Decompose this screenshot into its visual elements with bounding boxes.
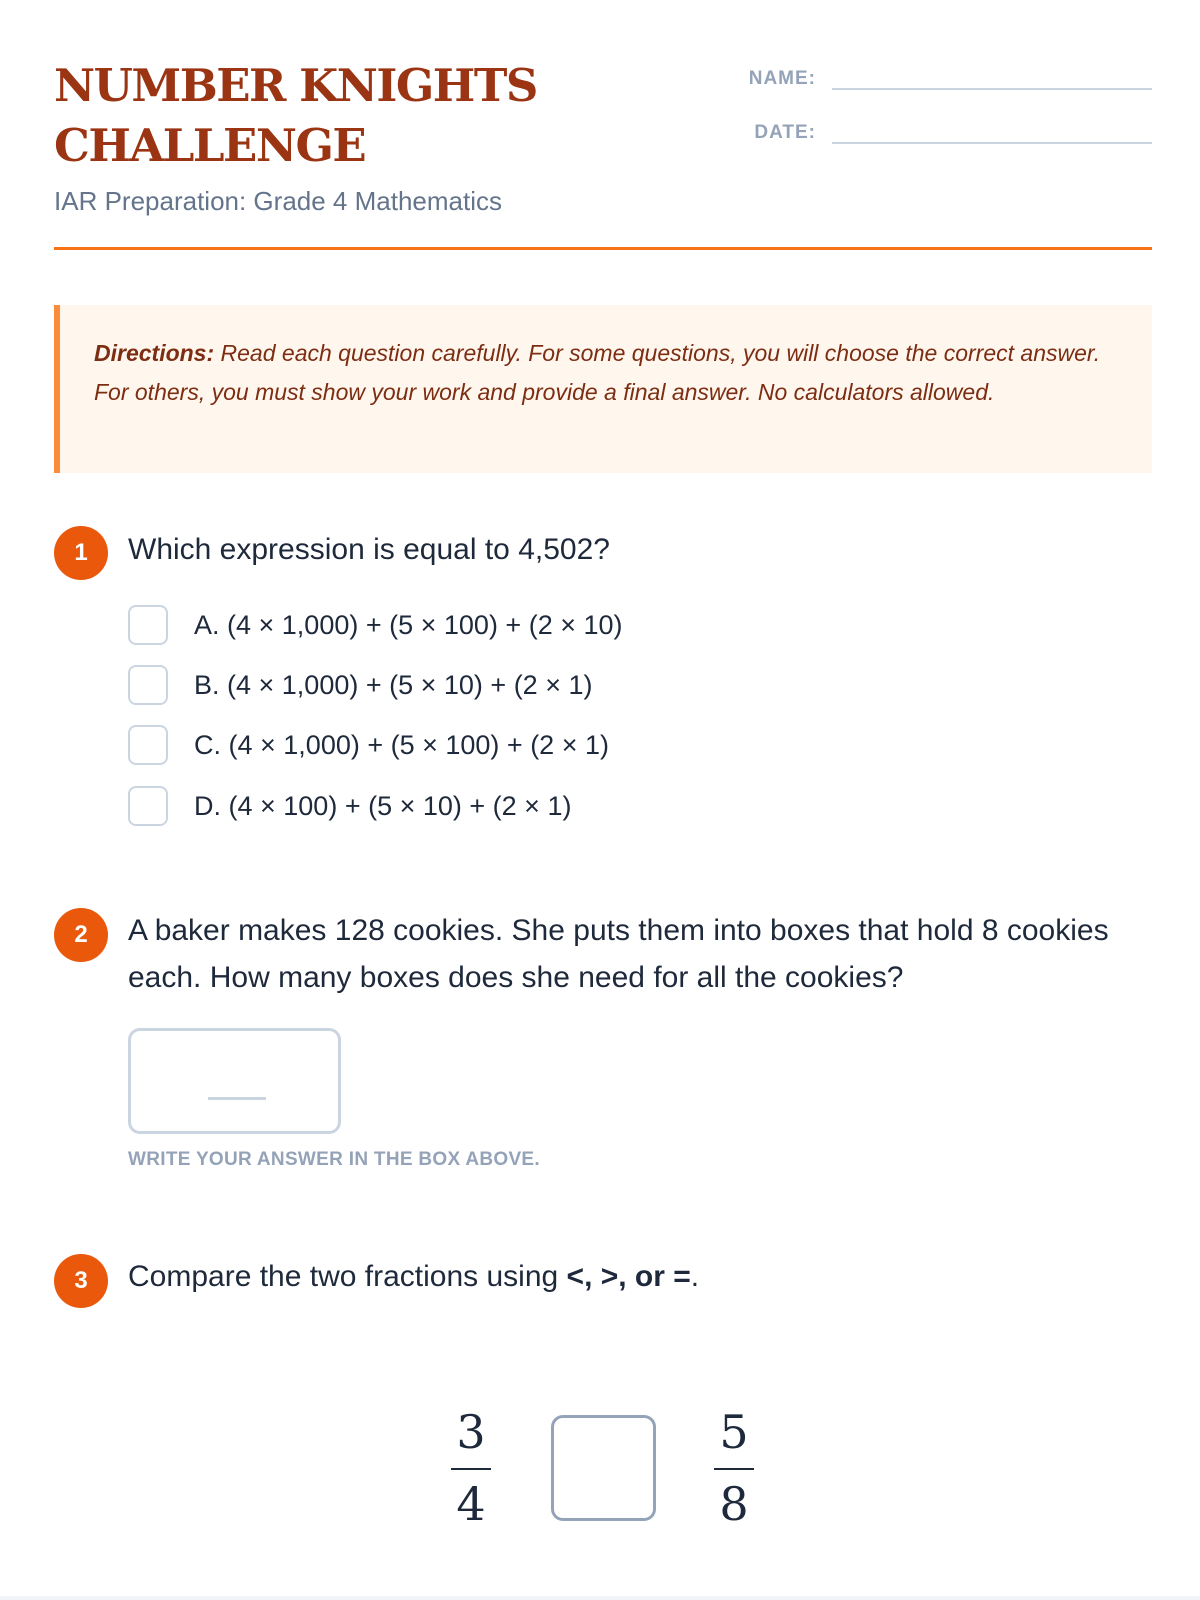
worksheet-subtitle: IAR Preparation: Grade 4 Mathematics [54, 186, 502, 216]
fraction-right [714, 1402, 754, 1534]
name-label: NAME: [748, 68, 816, 89]
checkbox[interactable] [128, 665, 168, 705]
question-text-end: . [690, 1260, 700, 1293]
directions-text: Read each question carefully. For some questions, you will choose the correct answer. For others, you must show your work and provide a final answer. No calculators allowed. [94, 340, 1101, 405]
question-text [128, 1253, 1128, 1300]
denominator: 8 [719, 1477, 749, 1531]
question-number-badge: 1 [54, 526, 108, 580]
option-label: D. (4 × 100) + (5 × 10) + (2 × 1) [194, 790, 572, 821]
answer-placeholder-dash [208, 1097, 266, 1100]
question-number-badge: 3 [54, 1254, 108, 1308]
fraction-bar [714, 1468, 754, 1470]
question-text-main: Compare the two fractions using [128, 1260, 567, 1293]
answer-box[interactable] [128, 1028, 341, 1134]
name-field[interactable] [730, 62, 1152, 90]
worksheet-title: NUMBER KNIGHTS CHALLENGE [54, 59, 537, 172]
directions-box [54, 305, 1152, 473]
date-label: DATE: [754, 122, 816, 143]
option-label: C. (4 × 1,000) + (5 × 100) + (2 × 1) [194, 729, 609, 760]
checkbox[interactable] [128, 786, 168, 826]
checkbox[interactable] [128, 725, 168, 765]
fraction-bar [451, 1468, 491, 1470]
option-c[interactable] [128, 725, 609, 765]
page-bottom-edge [0, 1596, 1200, 1600]
option-a[interactable] [128, 605, 623, 645]
option-label: A. (4 × 1,000) + (5 × 100) + (2 × 10) [194, 609, 623, 640]
question-text: Which expression is equal to 4,502? [128, 533, 610, 566]
denominator: 4 [456, 1477, 486, 1531]
option-label: B. (4 × 1,000) + (5 × 10) + (2 × 1) [194, 669, 593, 700]
checkbox[interactable] [128, 605, 168, 645]
name-line[interactable] [832, 62, 1152, 90]
header-divider [54, 247, 1152, 250]
numerator: 3 [456, 1405, 486, 1459]
question-number-badge: 2 [54, 908, 108, 962]
numerator: 5 [719, 1405, 749, 1459]
comparison-answer-box[interactable] [551, 1415, 656, 1521]
option-d[interactable] [128, 786, 571, 826]
date-field[interactable] [730, 116, 1152, 144]
directions-label: Directions: [94, 340, 215, 366]
fraction-left [451, 1402, 491, 1534]
option-b[interactable] [128, 665, 592, 705]
question-text: A baker makes 128 cookies. She puts them into boxes that hold 8 cookies each. How many boxes does she need for all the cookies? [128, 914, 1109, 994]
answer-instruction: WRITE YOUR ANSWER IN THE BOX ABOVE. [128, 1149, 540, 1170]
comparison-symbols: <, >, or = [566, 1260, 691, 1293]
date-line[interactable] [832, 116, 1152, 144]
